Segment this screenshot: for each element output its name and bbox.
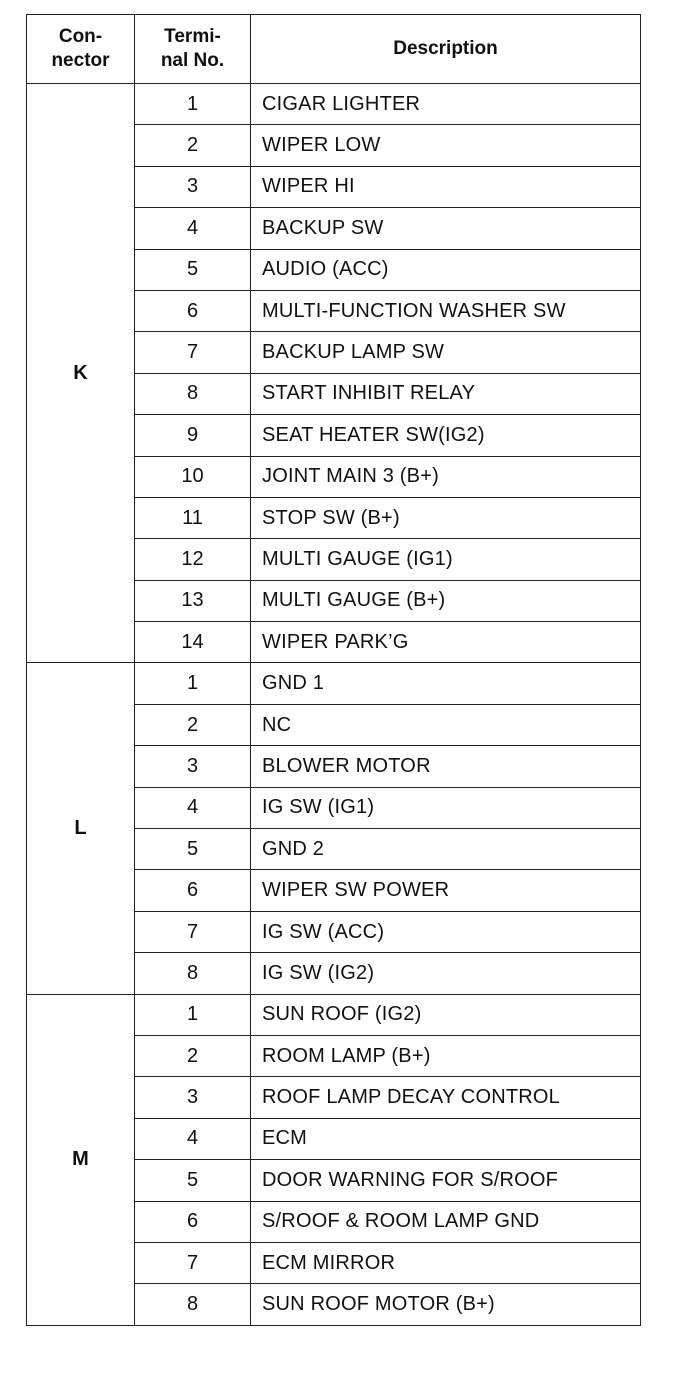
description-cell: ECM MIRROR xyxy=(251,1242,641,1283)
terminal-number-cell: 8 xyxy=(135,953,251,994)
description-cell: WIPER SW POWER xyxy=(251,870,641,911)
table-row xyxy=(27,84,641,125)
description-cell: JOINT MAIN 3 (B+) xyxy=(251,456,641,497)
terminal-number-cell: 4 xyxy=(135,1118,251,1159)
terminal-number-cell: 2 xyxy=(135,704,251,745)
terminal-number-cell: 8 xyxy=(135,1284,251,1325)
terminal-number-cell: 8 xyxy=(135,373,251,414)
terminal-number-cell: 3 xyxy=(135,746,251,787)
description-cell: WIPER HI xyxy=(251,166,641,207)
description-cell: S/ROOF & ROOM LAMP GND xyxy=(251,1201,641,1242)
terminal-number-cell: 6 xyxy=(135,1201,251,1242)
terminal-number-cell: 1 xyxy=(135,84,251,125)
terminal-number-cell: 1 xyxy=(135,994,251,1035)
description-cell: ROOM LAMP (B+) xyxy=(251,1035,641,1076)
terminal-number-cell: 9 xyxy=(135,415,251,456)
table-row xyxy=(27,663,641,704)
terminal-number-cell: 11 xyxy=(135,497,251,538)
description-cell: IG SW (IG2) xyxy=(251,953,641,994)
description-cell: CIGAR LIGHTER xyxy=(251,84,641,125)
terminal-number-cell: 4 xyxy=(135,787,251,828)
description-cell: IG SW (IG1) xyxy=(251,787,641,828)
header-terminal xyxy=(135,15,251,84)
terminal-number-cell: 1 xyxy=(135,663,251,704)
description-cell: STOP SW (B+) xyxy=(251,497,641,538)
terminal-number-cell: 5 xyxy=(135,829,251,870)
header-connector-line2: nector xyxy=(51,50,110,71)
terminal-number-cell: 5 xyxy=(135,249,251,290)
terminal-number-cell: 13 xyxy=(135,580,251,621)
description-cell: MULTI-FUNCTION WASHER SW xyxy=(251,290,641,331)
description-cell: BLOWER MOTOR xyxy=(251,746,641,787)
header-description: Description xyxy=(251,15,641,84)
connector-cell: L xyxy=(27,663,135,994)
terminal-number-cell: 3 xyxy=(135,166,251,207)
terminal-number-cell: 7 xyxy=(135,911,251,952)
description-cell: AUDIO (ACC) xyxy=(251,249,641,290)
terminal-number-cell: 10 xyxy=(135,456,251,497)
description-cell: MULTI GAUGE (B+) xyxy=(251,580,641,621)
description-cell: GND 1 xyxy=(251,663,641,704)
description-cell: BACKUP LAMP SW xyxy=(251,332,641,373)
description-cell: SUN ROOF (IG2) xyxy=(251,994,641,1035)
terminal-number-cell: 5 xyxy=(135,1160,251,1201)
terminal-number-cell: 3 xyxy=(135,1077,251,1118)
connector-table-container xyxy=(26,14,640,1326)
description-cell: SUN ROOF MOTOR (B+) xyxy=(251,1284,641,1325)
description-cell: SEAT HEATER SW(IG2) xyxy=(251,415,641,456)
terminal-number-cell: 4 xyxy=(135,208,251,249)
terminal-number-cell: 2 xyxy=(135,125,251,166)
header-terminal-line1: Termi- xyxy=(164,26,221,47)
terminal-number-cell: 14 xyxy=(135,622,251,663)
description-cell: BACKUP SW xyxy=(251,208,641,249)
table-body xyxy=(27,84,641,1326)
description-cell: START INHIBIT RELAY xyxy=(251,373,641,414)
description-cell: IG SW (ACC) xyxy=(251,911,641,952)
terminal-number-cell: 12 xyxy=(135,539,251,580)
description-cell: ROOF LAMP DECAY CONTROL xyxy=(251,1077,641,1118)
description-cell: GND 2 xyxy=(251,829,641,870)
connector-cell: K xyxy=(27,84,135,663)
header-terminal-line2: nal No. xyxy=(160,50,225,71)
terminal-number-cell: 2 xyxy=(135,1035,251,1076)
description-cell: WIPER PARK’G xyxy=(251,622,641,663)
header-connector xyxy=(27,15,135,84)
description-cell: MULTI GAUGE (IG1) xyxy=(251,539,641,580)
table-header-row xyxy=(27,15,641,84)
terminal-number-cell: 7 xyxy=(135,332,251,373)
connector-terminal-table xyxy=(26,14,641,1326)
description-cell: NC xyxy=(251,704,641,745)
header-connector-line1: Con- xyxy=(58,26,103,47)
description-cell: DOOR WARNING FOR S/ROOF xyxy=(251,1160,641,1201)
description-cell: WIPER LOW xyxy=(251,125,641,166)
description-cell: ECM xyxy=(251,1118,641,1159)
terminal-number-cell: 7 xyxy=(135,1242,251,1283)
connector-cell: M xyxy=(27,994,135,1325)
terminal-number-cell: 6 xyxy=(135,870,251,911)
terminal-number-cell: 6 xyxy=(135,290,251,331)
table-row xyxy=(27,994,641,1035)
